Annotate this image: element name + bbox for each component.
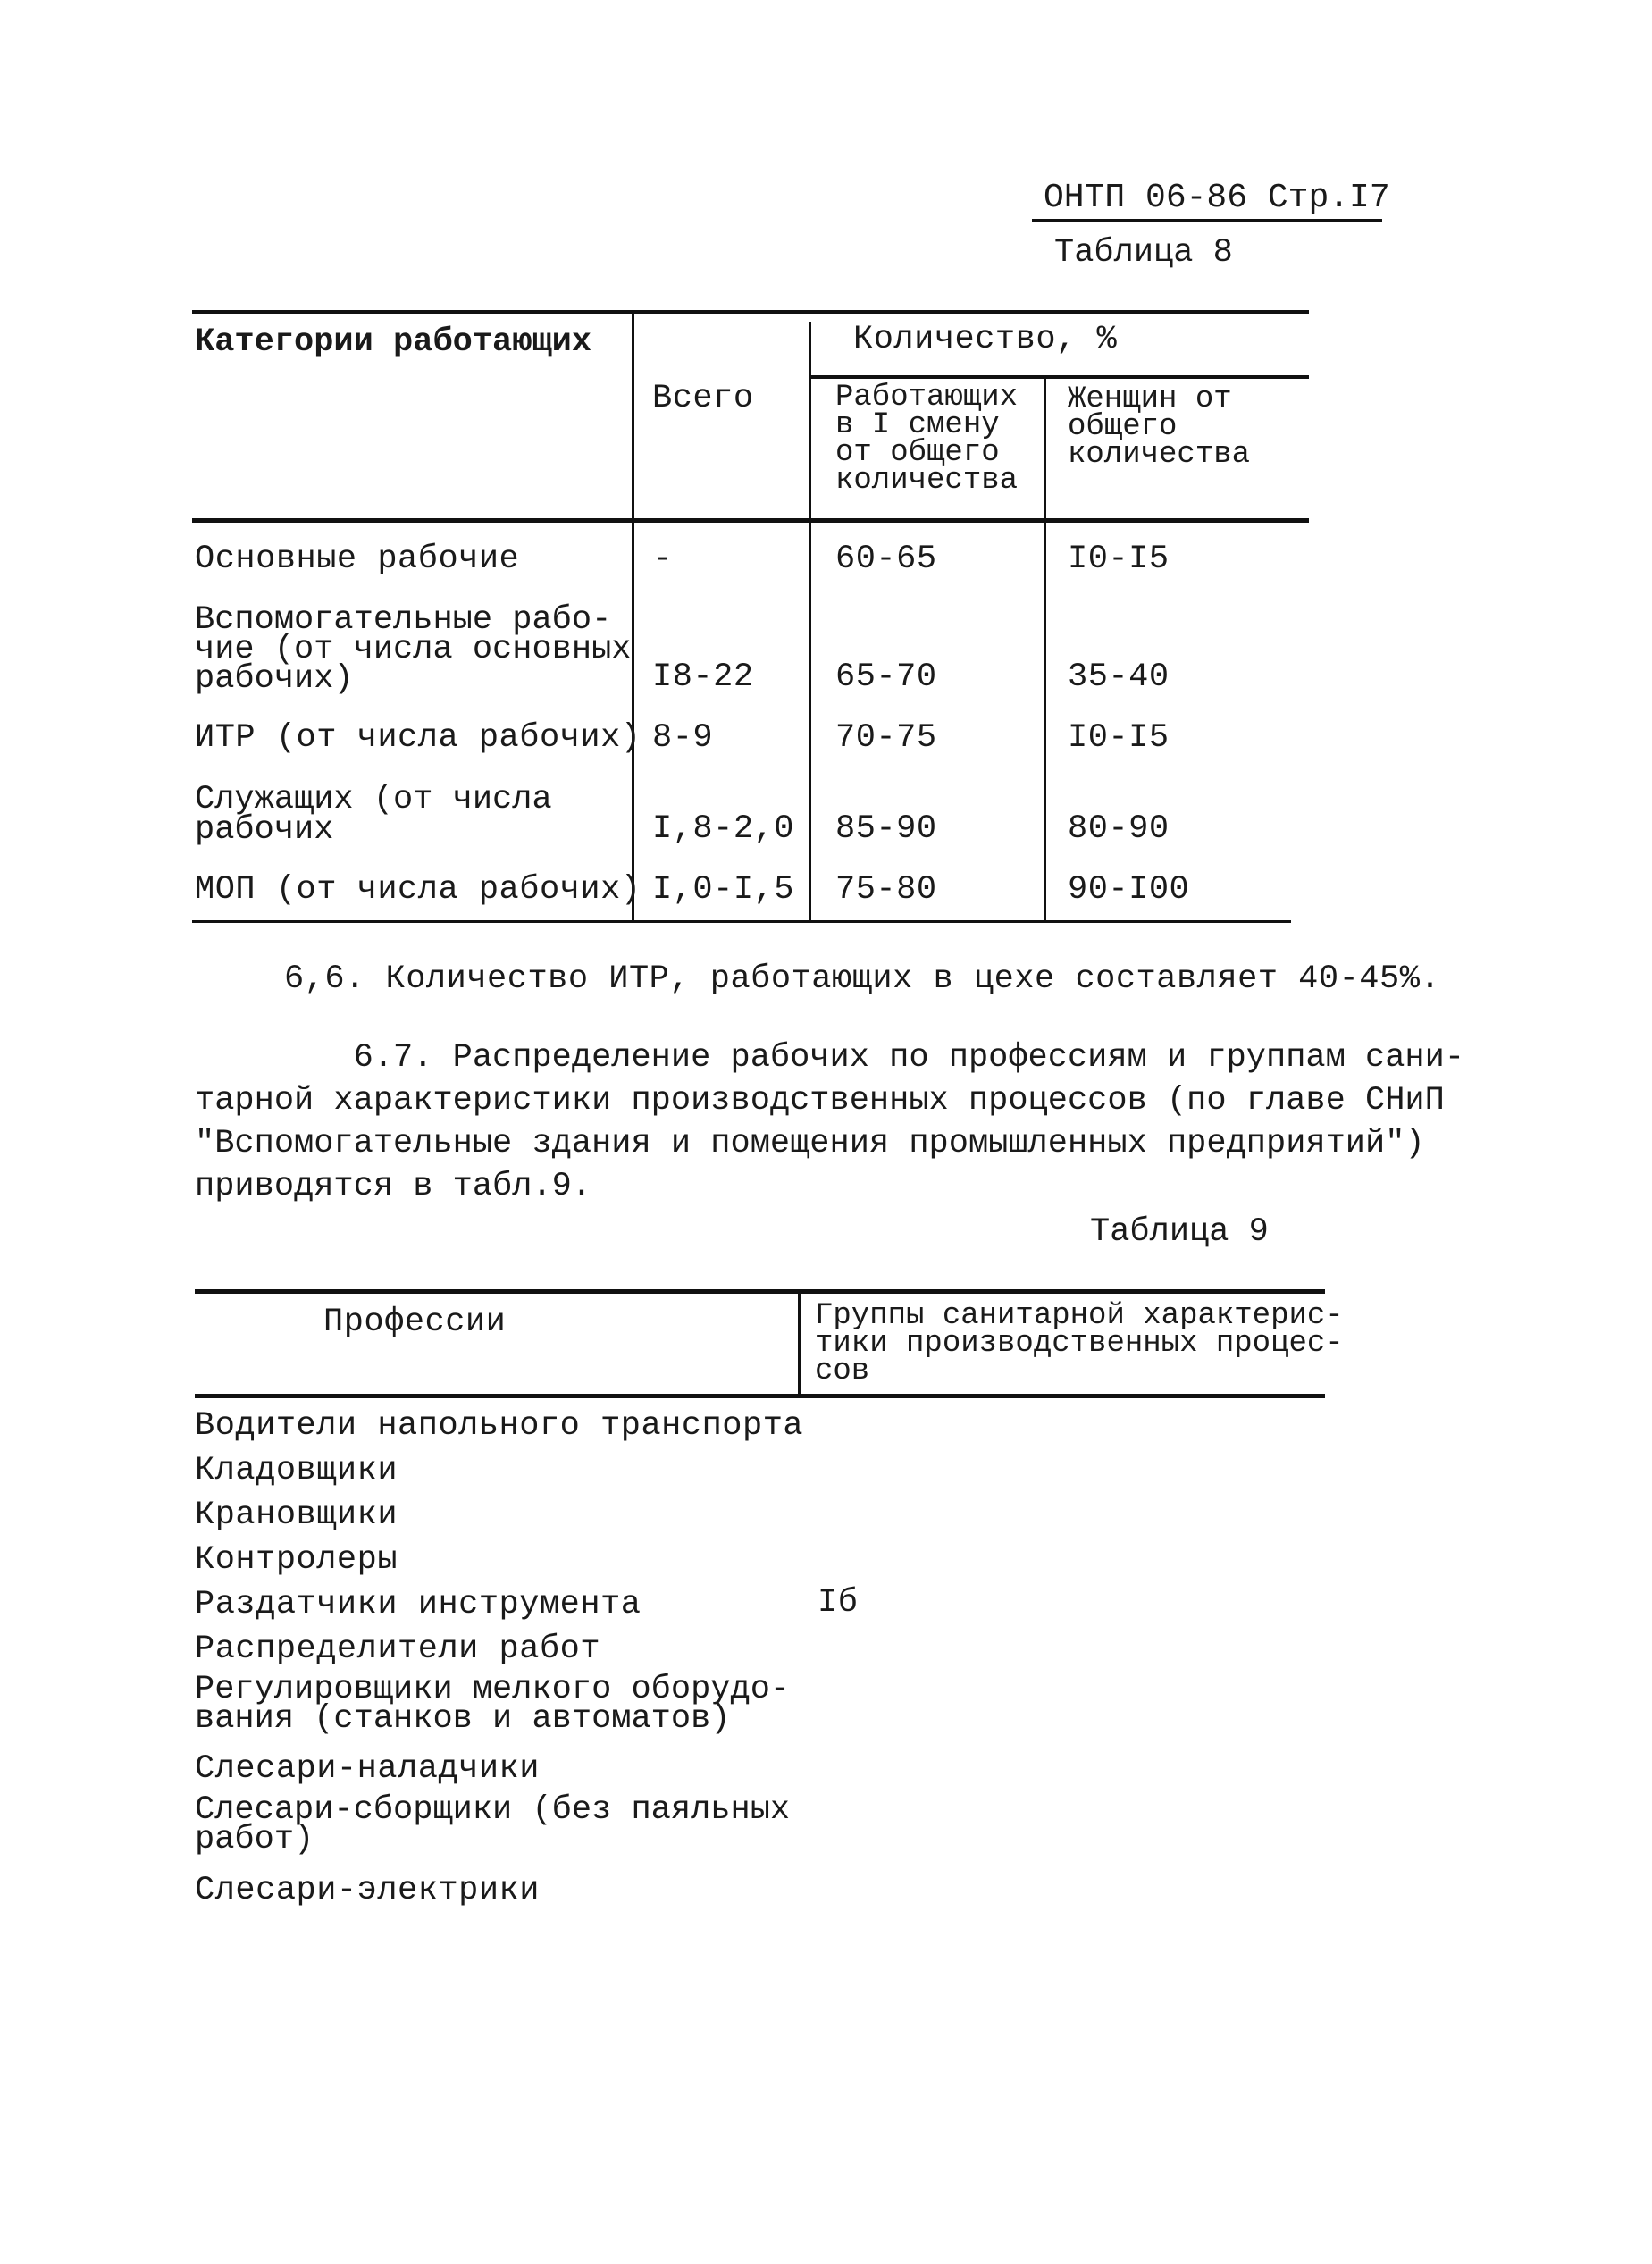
table8-row-first-shift: 85-90 [835,810,937,848]
table8-row-women: 80-90 [1068,810,1170,848]
table8-row-women: 35-40 [1068,658,1170,696]
table8-row-category: Служащих (от числа рабочих [195,781,552,849]
table9-column-divider [798,1294,801,1394]
table9-header-groups: Группы санитарной характерис- тики производственных процес- сов [815,1299,1344,1388]
table8-column-divider [1044,379,1046,920]
list-item: Слесари-наладчики [195,1750,540,1788]
table8-row-women: 90-I00 [1068,871,1190,909]
table8-label: Таблица 8 [1054,234,1233,272]
list-item: Распределители работ [195,1631,601,1668]
table8-row-total: - [652,541,673,578]
table8-header-first-shift: Работающих в I смену от общего количества [835,381,1019,498]
table8-header-quantity: Количество, % [853,321,1118,358]
table8-row-first-shift: 75-80 [835,871,937,909]
table8-column-divider [809,322,811,920]
table8-header-category: Категории работающих [195,323,592,361]
list-item: Слесари-сборщики (без паяльных работ) [195,1791,791,1858]
table8-row-category: Вспомогательные рабо- чие (от числа основных рабочих) [195,601,632,698]
table8-row-category: ИТР (от числа рабочих) [195,719,642,757]
table8-row-total: I,8-2,0 [652,810,794,848]
table8-header-total: Всего [652,380,754,417]
table8-row-first-shift: 60-65 [835,541,937,578]
table8-header-bottom-rule [192,518,1309,523]
table8-row-women: I0-I5 [1068,541,1170,578]
document-reference: ОНТП 06-86 Стр.I7 [1044,179,1390,217]
table8-subheader-rule [809,375,1309,379]
header-underline [1032,219,1382,222]
list-item: Крановщики [195,1497,398,1534]
list-item: Контролеры [195,1541,398,1579]
table9-group-value: Iб [818,1584,859,1622]
list-item: Слесари-электрики [195,1872,540,1909]
table8-row-total: 8-9 [652,719,714,757]
table8-row-first-shift: 70-75 [835,719,937,757]
table9-label: Таблица 9 [1090,1213,1269,1251]
table8-row-category: МОП (от числа рабочих) [195,871,642,909]
list-item: Раздатчики инструмента [195,1586,642,1623]
table8-bottom-rule [192,920,1291,923]
list-item: Кладовщики [195,1452,398,1489]
table8-header-women: Женщин от общего количества [1068,382,1251,472]
list-item: Водители напольного транспорта [195,1407,804,1445]
list-item: Регулировщики мелкого оборудо- вания (станков и автоматов) [195,1671,791,1738]
table9-header-profession: Профессии [323,1304,507,1341]
table8-top-rule [192,310,1309,314]
table9-header-bottom-rule [195,1394,1325,1398]
table8-row-first-shift: 65-70 [835,658,937,696]
paragraph-6-7: 6.7. Распределение рабочих по профессиям и группам сани- тарной характеристики производственных процессов (по главе СНиП "Вспомогательные здания и помещения промышленных предприятий") приводятся в табл.9. [195,1039,1465,1205]
table8-row-total: I,0-I,5 [652,871,794,909]
table8-row-total: I8-22 [652,658,754,696]
paragraph-6-6: 6,6. Количество ИТР, работающих в цехе составляет 40-45%. [284,960,1441,998]
table8-row-women: I0-I5 [1068,719,1170,757]
table8-column-divider [632,314,634,920]
table9-top-rule [195,1289,1325,1294]
table8-row-category: Основные рабочие [195,541,520,578]
